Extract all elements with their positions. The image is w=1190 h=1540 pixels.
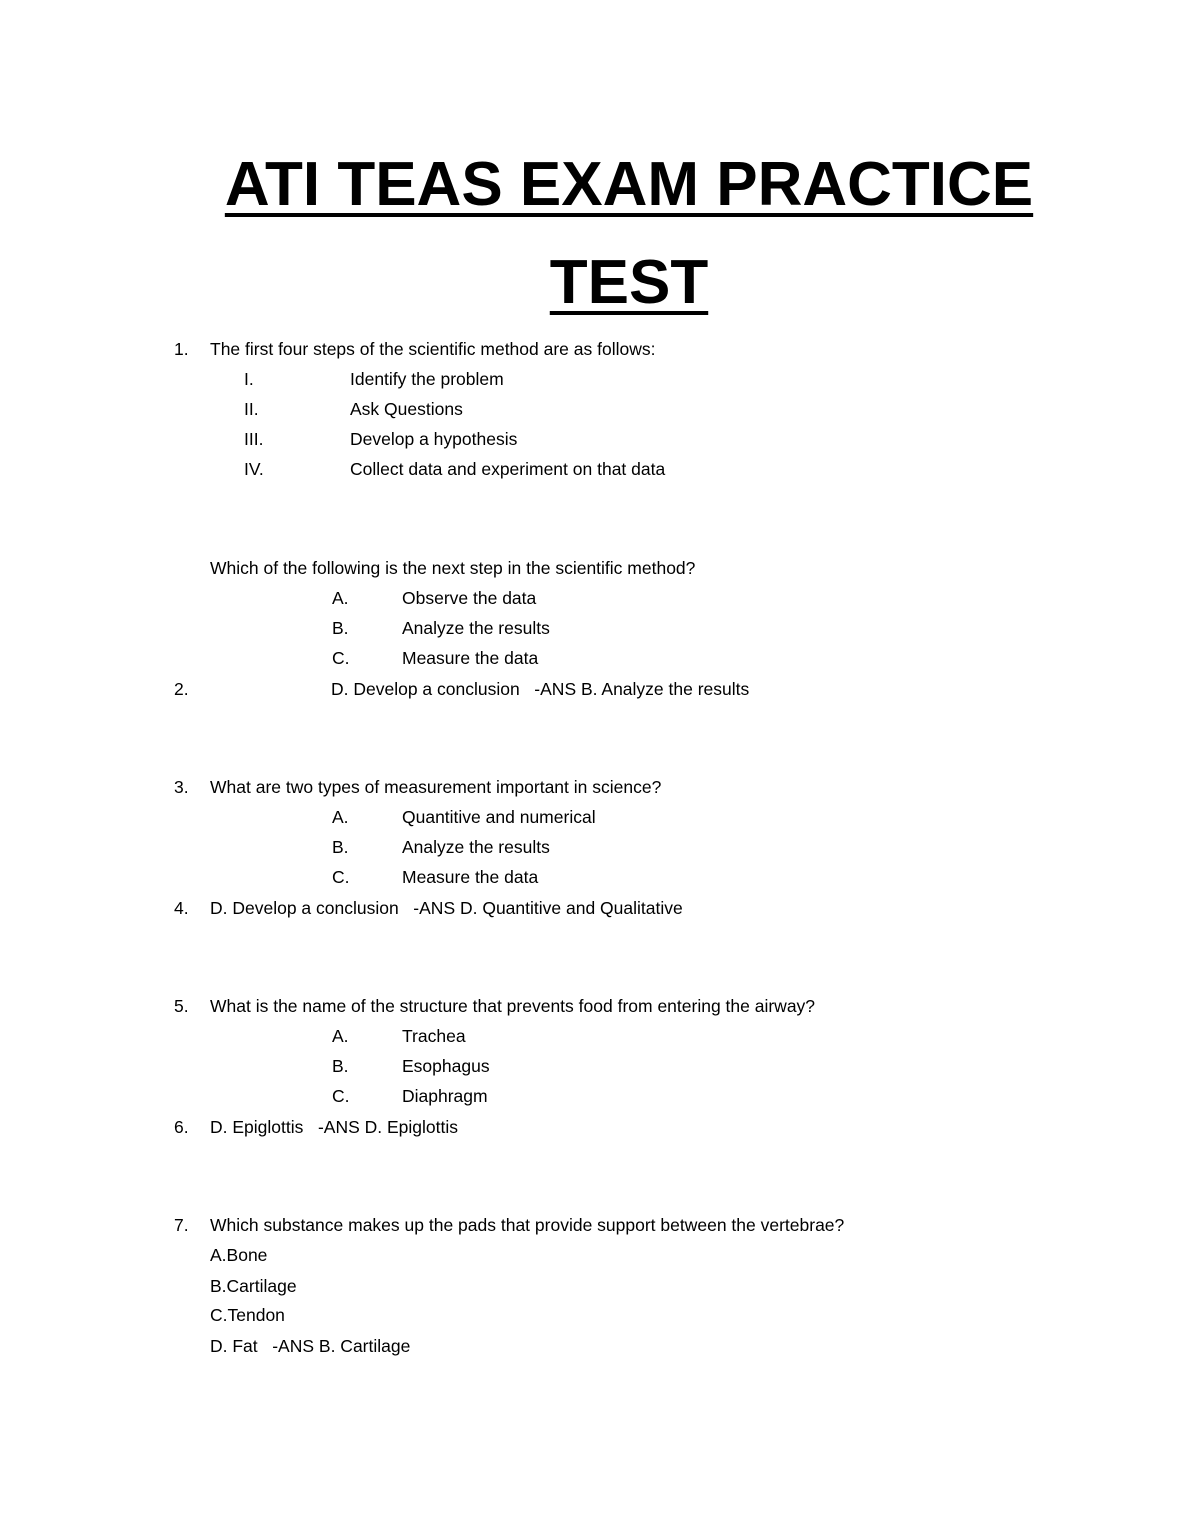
step-number: I.	[244, 369, 254, 389]
step-text: Ask Questions	[350, 399, 463, 419]
option-text: Analyze the results	[402, 618, 550, 638]
option-text: Measure the data	[402, 648, 539, 668]
option-text: Measure the data	[402, 867, 539, 887]
q7-number: 7.	[174, 1215, 189, 1235]
option-letter: B.	[332, 1056, 349, 1076]
q4-text: D. Develop a conclusion -ANS D. Quantitive and Qualitative	[210, 898, 683, 918]
option-text: Diaphragm	[402, 1086, 488, 1106]
option-letter: B.	[332, 837, 349, 857]
q4-number: 4.	[174, 898, 189, 918]
option-text: Quantitive and numerical	[402, 807, 596, 827]
q6-number: 6.	[174, 1117, 189, 1137]
q7-text: Which substance makes up the pads that provide support between the vertebrae?	[210, 1215, 845, 1235]
q6-text: D. Epiglottis -ANS D. Epiglottis	[210, 1117, 458, 1137]
q2-text: D. Develop a conclusion -ANS B. Analyze the results	[331, 679, 750, 699]
q1-text: The first four steps of the scientific method are as follows:	[210, 339, 656, 359]
option-text: B.Cartilage	[210, 1276, 297, 1296]
option-text: Observe the data	[402, 588, 537, 608]
q1-number: 1.	[174, 339, 189, 359]
option-text: D. Fat -ANS B. Cartilage	[210, 1336, 411, 1356]
option-letter: A.	[332, 807, 349, 827]
q1-question: Which of the following is the next step in the scientific method?	[210, 558, 696, 578]
option-text: A.Bone	[210, 1245, 268, 1265]
q3-text: What are two types of measurement important in science?	[210, 777, 662, 797]
option-letter: B.	[332, 618, 349, 638]
option-letter: A.	[332, 588, 349, 608]
title-line-2: TEST	[549, 248, 709, 317]
option-text: Esophagus	[402, 1056, 490, 1076]
q5-number: 5.	[174, 996, 189, 1016]
q3-number: 3.	[174, 777, 189, 797]
option-letter: C.	[332, 648, 350, 668]
title-line-1: ATI TEAS EXAM PRACTICE	[224, 150, 1034, 219]
option-text: Trachea	[402, 1026, 466, 1046]
q2-number: 2.	[174, 679, 189, 699]
step-number: IV.	[244, 459, 264, 479]
step-number: II.	[244, 399, 259, 419]
step-text: Collect data and experiment on that data	[350, 459, 666, 479]
step-number: III.	[244, 429, 264, 449]
step-text: Develop a hypothesis	[350, 429, 518, 449]
option-letter: A.	[332, 1026, 349, 1046]
option-text: C.Tendon	[210, 1305, 285, 1325]
q5-text: What is the name of the structure that prevents food from entering the airway?	[210, 996, 816, 1016]
option-text: Analyze the results	[402, 837, 550, 857]
option-letter: C.	[332, 1086, 350, 1106]
option-letter: C.	[332, 867, 350, 887]
step-text: Identify the problem	[350, 369, 504, 389]
